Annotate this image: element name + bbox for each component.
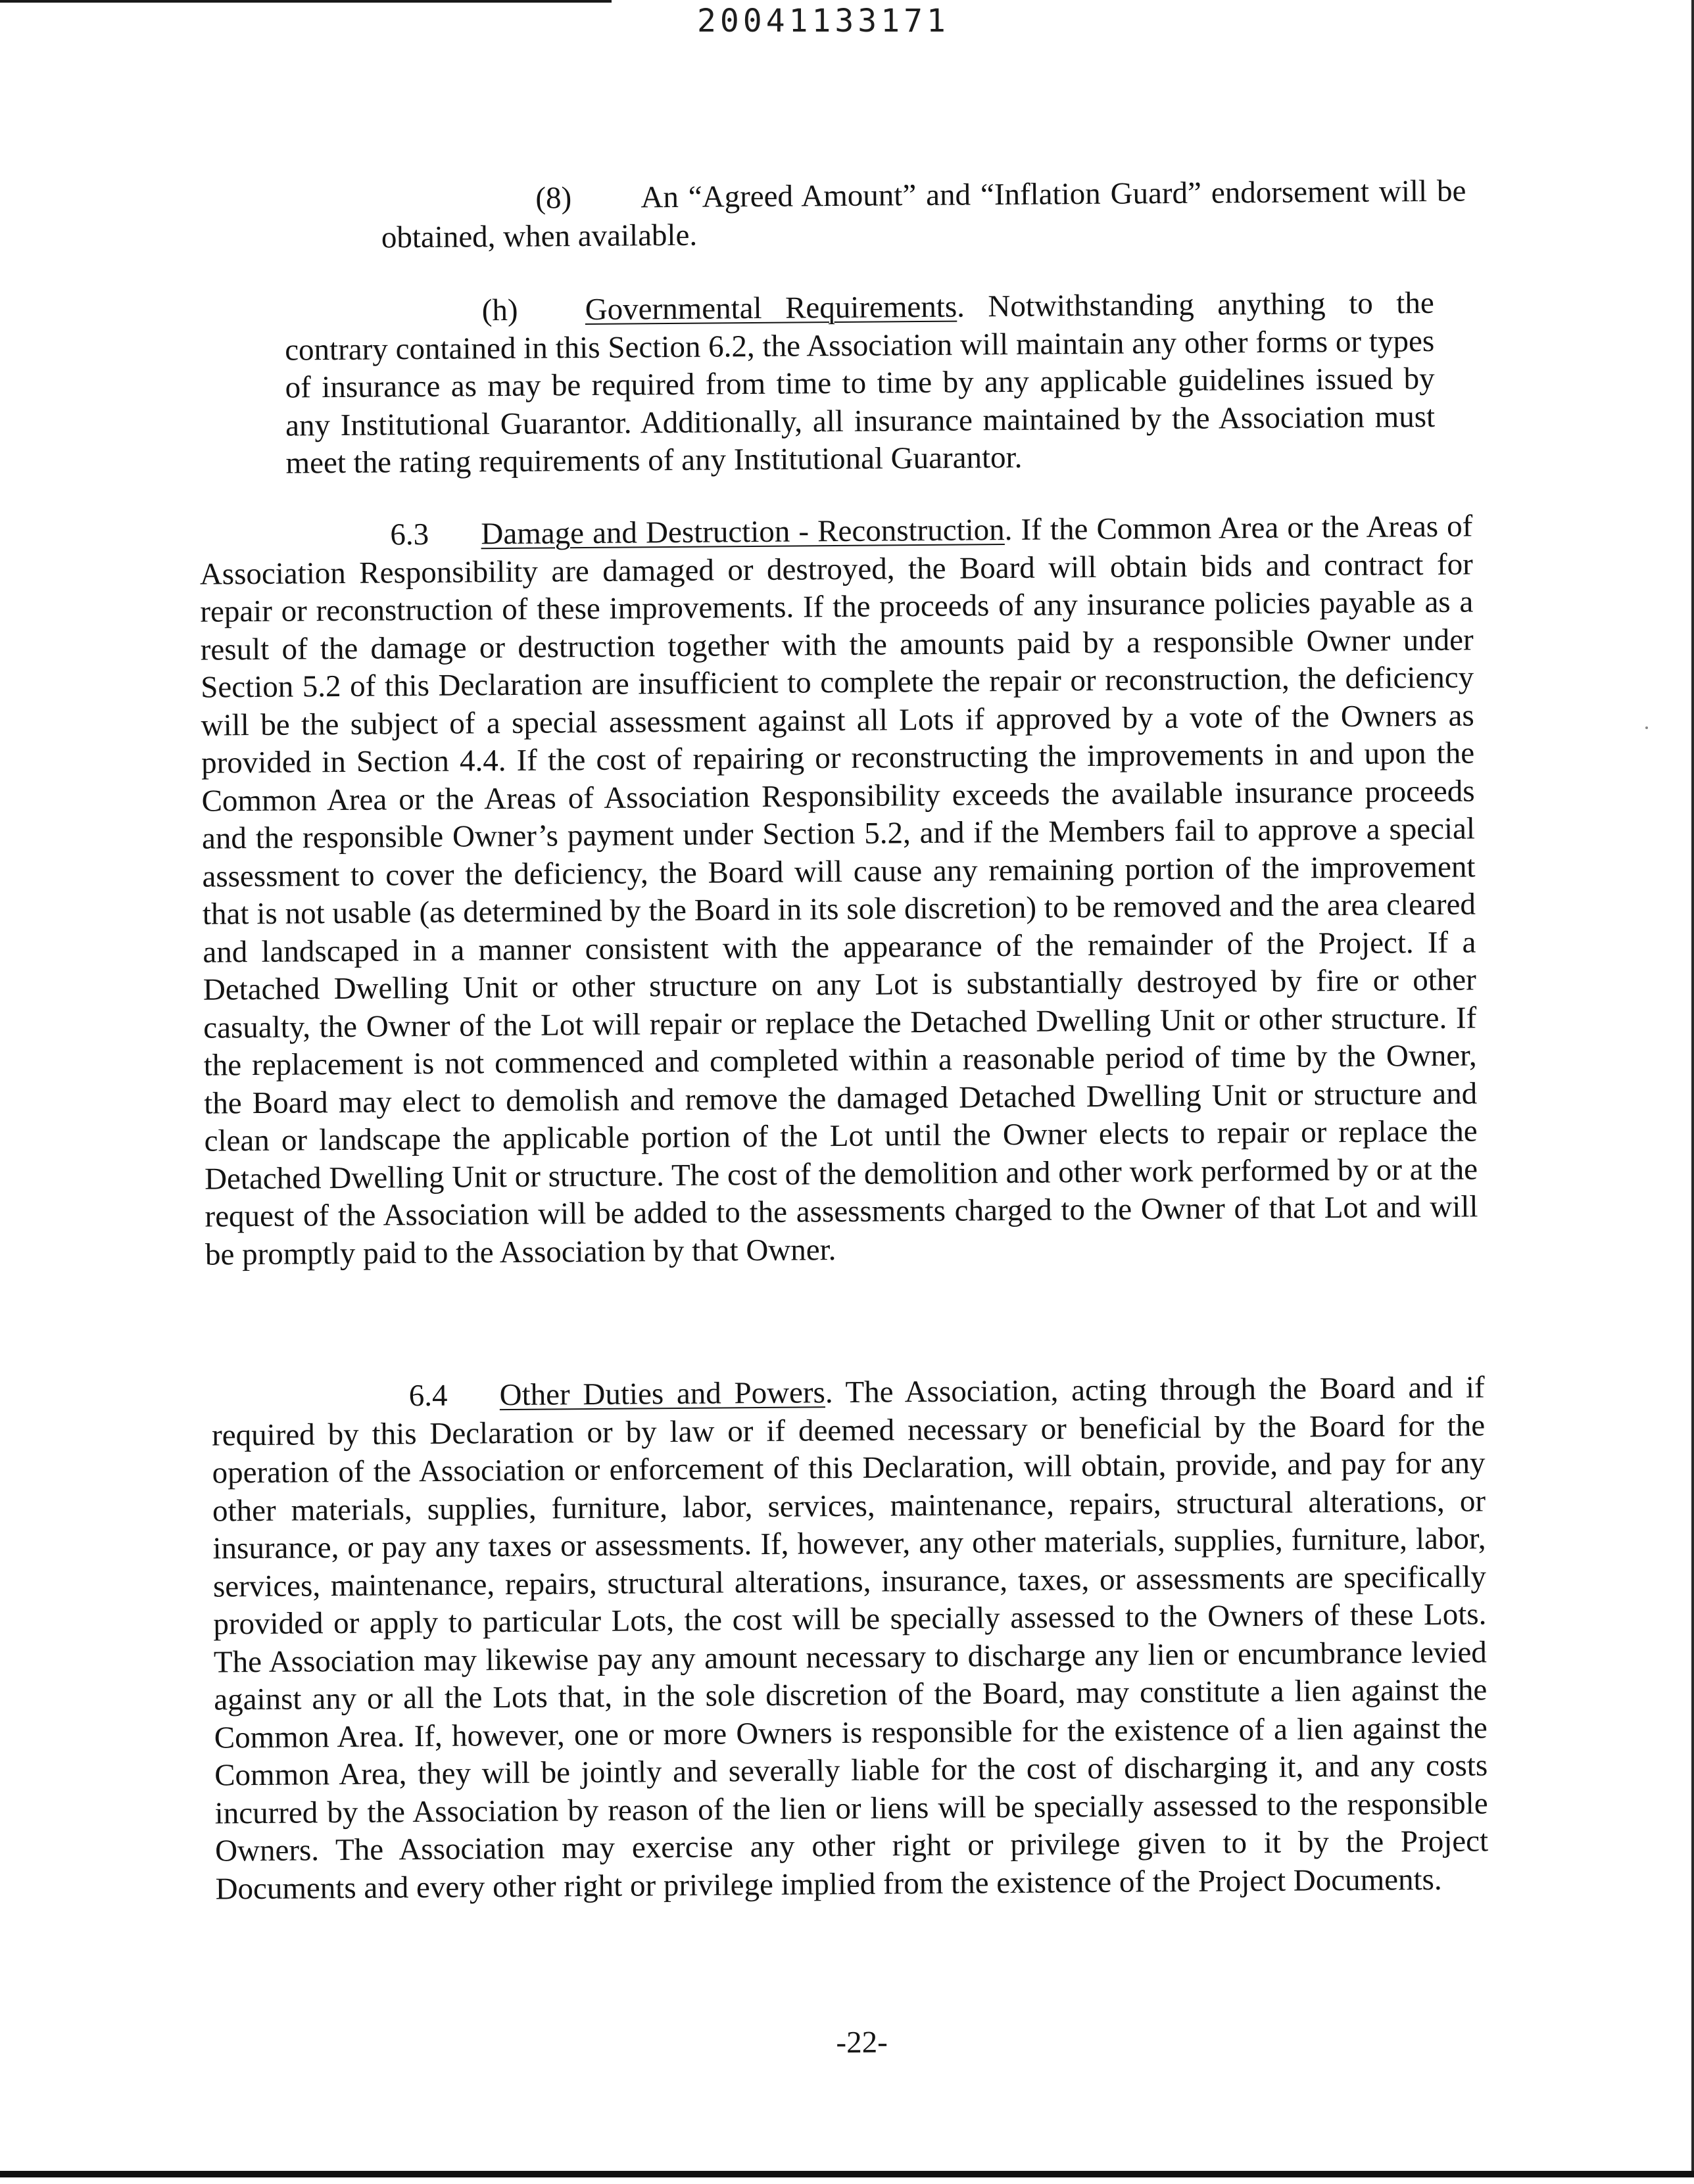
paragraph-text: . Notwithstanding anything to the contrary contained in this Section 6.2, the Association will maintain any other forms or types of insurance as may be required from time to time by any applicable guidelines issued by any Institutional Guarantor. Additionally, all insurance maintained by the Association must meet the rating requirements of any Institutional Guarantor.: [284, 285, 1436, 481]
section-text: . If the Common Area or the Areas of Association Responsibility are damaged or destroyed, the Board will obtain bids and contract for repair or reconstruction of these improvements. If the proceeds of any insurance policies payable as a result of the damage or destruction together with the amounts paid by a responsible Owner under Section 5.2 of this Declaration are insufficient to complete the repair or reconstruction, the deficiency will be the subject of a special assessment against all Lots if approved by a vote of the Owners as provided in Section 4.4. If the cost of repairing or reconstructing the improvements in and upon the Common Area or the Areas of Association Responsibility exceeds the available insurance proceeds and the responsible Owner’s payment under Section 5.2, and if the Members fail to approve a special assessment to cover the deficiency, the Board will cause any remaining portion of the improvement that is not usable (as determined by the Board in its sole discretion) to be removed and the area cleared and landscaped in a manner consistent with the appearance of the remainder of the Project. If a Detached Dwelling Unit or other structure on any Lot is substantially destroyed by fire or other casualty, the Owner of the Lot will repair or replace the Detached Dwelling Unit or other structure. If the replacement is not commenced and completed within a reasonable period of time by the Owner, the Board may elect to demolish and remove the damaged Detached Dwelling Unit or structure and clean or landscape the applicable portion of the Lot until the Owner elects to repair or replace the Detached Dwelling Unit or structure. The cost of the demolition and other work performed by or at the request of the Association will be added to the assessments charged to the Owner of that Lot and will be promptly paid to the Association by that Owner.: [199, 509, 1478, 1272]
section-number: 6.3: [390, 517, 429, 552]
section-text: . The Association, acting through the Board and if required by this Declaration or by law or if deemed necessary or beneficial by the Board for the operation of the Association or enforcement of this Declaration, will obtain, provide, and pay for any other materials, supplies, furniture, labor, services, maintenance, repairs, structural alterations, or insurance, or pay any taxes or assessments. If, however, any other materials, supplies, furniture, labor, services, maintenance, repairs, structural alterations, insurance, taxes, or assessments are specifically provided or apply to particular Lots, the cost will be specially assessed to the Owners of these Lots. The Association may likewise pay any amount necessary to discharge any lien or encumbrance levied against any or all the Lots that, in the sole discretion of the Board, may constitute a lien against the Common Area. If, however, one or more Owners is responsible for the existence of a lien against the Common Area, they will be jointly and severally liable for the cost of discharging it, and any costs incurred by the Association by reason of the lien or liens will be specially assessed to the responsible Owners. The Association may exercise any other right or privilege given to it by the Project Documents and every other right or privilege implied from the existence of the Project Documents.: [211, 1370, 1489, 1907]
paragraph-text: An “Agreed Amount” and “Inflation Guard” endorsement will be obtained, when available.: [381, 174, 1466, 254]
section-heading: Other Duties and Powers: [499, 1375, 826, 1413]
section-6-4: [211, 1369, 1488, 1908]
page-number: -22-: [836, 2025, 888, 2060]
section-6-3: [199, 508, 1478, 1273]
paragraph-number: (h): [481, 293, 518, 328]
section-heading: Damage and Destruction - Reconstruction: [481, 513, 1005, 552]
section-heading: Governmental Requirements: [585, 289, 957, 327]
paragraph-number: (8): [535, 181, 572, 216]
section-number: 6.4: [408, 1378, 448, 1413]
paragraph-h: [285, 285, 1436, 483]
document-number: 20041133171: [697, 3, 950, 39]
paragraph-8: [381, 173, 1466, 257]
